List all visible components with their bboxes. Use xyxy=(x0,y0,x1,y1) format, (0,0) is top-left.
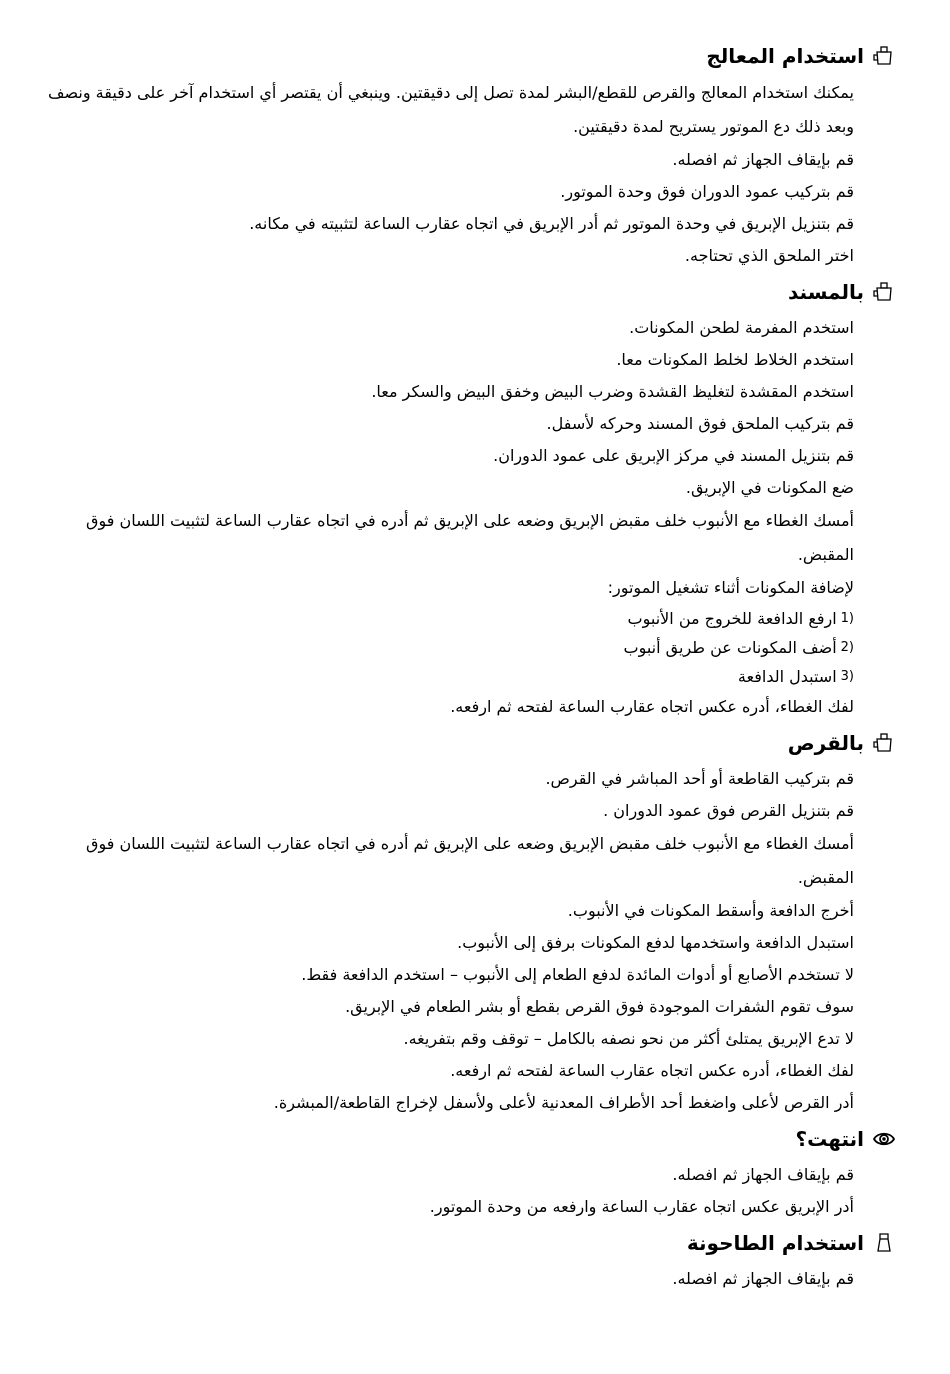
section-title: استخدام الطاحونة xyxy=(686,1231,864,1255)
section-heading xyxy=(40,723,896,763)
step-text: ارفع الدافعة للخروج من الأنبوب xyxy=(627,609,837,628)
processor-bowl-icon xyxy=(872,280,896,304)
paragraph: لا تدع الإبريق يمتلئ أكثر من نحو نصفه بالكامل – توقف وقم بتفريغه. xyxy=(403,1029,854,1048)
paragraph: ضع المكونات في الإبريق. xyxy=(685,478,854,497)
section-heading xyxy=(40,36,896,76)
step-number: 1) xyxy=(840,611,854,626)
paragraph: أدر القرص لأعلى واضغط أحد الأطراف المعدنية لأعلى ولأسفل لإخراج القاطعة/المبشرة. xyxy=(273,1093,854,1112)
step-text: استبدل الدافعة xyxy=(737,667,837,686)
section-title: استخدام المعالج xyxy=(706,44,864,68)
paragraph: قم بتنزيل المسند في مركز الإبريق على عمود الدوران. xyxy=(493,446,854,465)
paragraph: يمكنك استخدام المعالج والقرص للقطع/البشر لمدة تصل إلى دقيقتين. وينبغي أن يقتصر أي استخدام آخر على دقيقة ونصف وبعد ذلك دع الموتور يستريح لمدة دقيقتين. xyxy=(47,83,854,136)
paragraph: استبدل الدافعة واستخدمها لدفع المكونات برفق إلى الأنبوب. xyxy=(457,933,854,952)
document-page xyxy=(40,36,864,1295)
paragraph: قم بتنزيل الإبريق في وحدة الموتور ثم أدر الإبريق في اتجاه عقارب الساعة لتثبيته في مكانه. xyxy=(249,214,854,233)
paragraph: قم بتركيب القاطعة أو أحد المباشر في القرص. xyxy=(545,769,854,788)
paragraph: قم بإيقاف الجهاز ثم افصله. xyxy=(672,1165,854,1184)
paragraph: استخدم المفرمة لطحن المكونات. xyxy=(629,318,854,337)
section-heading xyxy=(40,272,896,312)
section-title: بالمسند xyxy=(787,280,864,304)
paragraph: قم بإيقاف الجهاز ثم افصله. xyxy=(672,150,854,169)
paragraph: أخرج الدافعة وأسقط المكونات في الأنبوب. xyxy=(567,901,854,920)
section-heading xyxy=(40,1223,896,1263)
step-text: أضف المكونات عن طريق أنبوب xyxy=(623,638,837,657)
section-heading xyxy=(40,1119,896,1159)
list-item xyxy=(40,604,854,633)
processor-bowl-icon xyxy=(872,731,896,755)
step-number: 3) xyxy=(840,669,854,684)
paragraph: لا تستخدم الأصابع أو أدوات المائدة لدفع الطعام إلى الأنبوب – استخدم الدافعة فقط. xyxy=(301,965,854,984)
list-item xyxy=(40,633,854,662)
step-number: 2) xyxy=(840,640,854,655)
paragraph: أمسك الغطاء مع الأنبوب خلف مقبض الإبريق وضعه على الإبريق ثم أدره في اتجاه عقارب الساعة لتثبيت اللسان فوق المقبض. xyxy=(86,834,854,887)
paragraph: قم بإيقاف الجهاز ثم افصله. xyxy=(672,1269,854,1288)
paragraph: سوف تقوم الشفرات الموجودة فوق القرص بقطع أو بشر الطعام في الإبريق. xyxy=(345,997,854,1016)
processor-bowl-icon xyxy=(872,44,896,68)
eye-icon xyxy=(872,1127,896,1151)
paragraph: لإضافة المكونات أثناء تشغيل الموتور: xyxy=(607,578,854,597)
paragraph: أدر الإبريق عكس اتجاه عقارب الساعة وارفعه من وحدة الموتور. xyxy=(429,1197,854,1216)
paragraph: استخدم المقشدة لتغليظ القشدة وضرب البيض وخفق البيض والسكر معا. xyxy=(371,382,854,401)
mill-icon xyxy=(872,1231,896,1255)
paragraph: قم بتركيب الملحق فوق المسند وحركه لأسفل. xyxy=(546,414,854,433)
list-item xyxy=(40,662,854,691)
section-title: انتهت؟ xyxy=(795,1127,864,1151)
paragraph: استخدم الخلاط لخلط المكونات معا. xyxy=(616,350,854,369)
paragraph: قم بتنزيل القرص فوق عمود الدوران . xyxy=(603,801,854,820)
paragraph: اختر الملحق الذي تحتاجه. xyxy=(684,246,854,265)
paragraph: لفك الغطاء، أدره عكس اتجاه عقارب الساعة لفتحه ثم ارفعه. xyxy=(450,1061,854,1080)
paragraph: قم بتركيب عمود الدوران فوق وحدة الموتور. xyxy=(560,182,854,201)
paragraph: أمسك الغطاء مع الأنبوب خلف مقبض الإبريق وضعه على الإبريق ثم أدره في اتجاه عقارب الساعة لتثبيت اللسان فوق المقبض. xyxy=(86,511,854,564)
section-title: بالقرص xyxy=(787,731,864,755)
paragraph: لفك الغطاء، أدره عكس اتجاه عقارب الساعة لفتحه ثم ارفعه. xyxy=(450,697,854,716)
numbered-steps xyxy=(40,604,854,691)
